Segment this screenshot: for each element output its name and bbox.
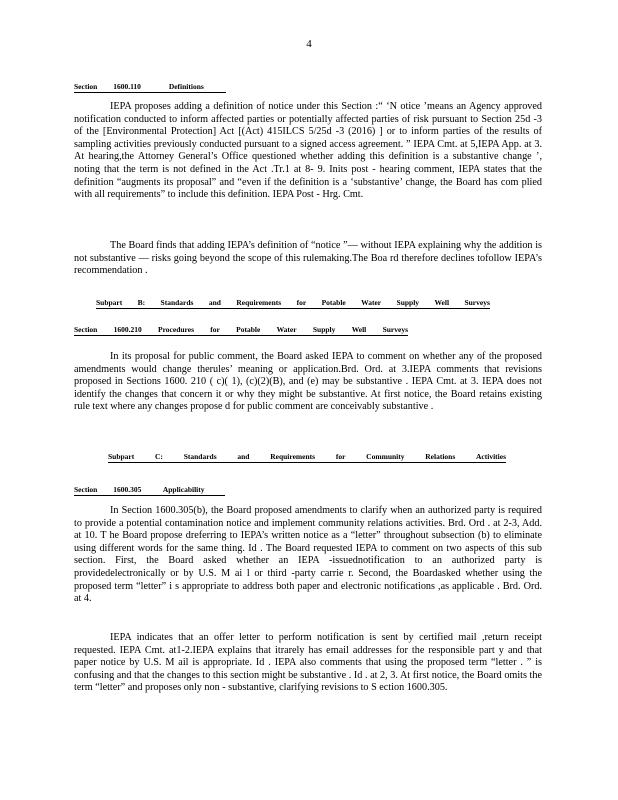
heading-word: Section [74, 325, 98, 334]
heading-title-word: for [210, 325, 220, 334]
heading-title-word: Surveys [382, 325, 408, 334]
subpart-title-word: Supply [396, 298, 420, 307]
paragraph-1600-305 [74, 505, 542, 606]
subpart-title-word: and [208, 298, 221, 307]
paragraph-text: IEPA indicates that an offer letter to perform notification is sent by certified mail ,return receipt requested. IEPA Cmt. at1-2.IEPA explains that itrarely has email addresses for the responsible part y and that paper notice by U.S. M ail is appropriate. Id . IEPA also comments that using the proposed term “letter . ” is confusing and that the changes to this section might be substantive . Id . at 2, 3. At first notice, the Board omits the term “letter” and proposes only non - substantive, clarifying revisions to S ection 1600.305. [74, 632, 542, 694]
paragraph-text: The Board finds that adding IEPA’s definition of “notice ”— without IEPA explaining why the addition is not substantive — risks going beyond the scope of this rulemaking.The Boa rd therefore declines tofollow IEPA’s recommendation . [74, 240, 542, 277]
heading-number: 1600.210 [113, 325, 142, 334]
paragraph-text: In its proposal for public comment, the Board asked IEPA to comment on whether any of the proposed amendments would change therules’ meaning or application.Brd. Ord. at 3.IEPA comments that revisions proposed in Sections 1600. 210 ( c)( 1), (c)(2)(B), and (e) may be substantive . IEPA Cmt. at 3. IEPA does not identify the changes that concern it or why they might be substantive. At first notice, the Board retains existing rule text where any changes propose d for public comment are conceivably substantive . [74, 351, 542, 413]
heading-title-word: Water [276, 325, 297, 334]
subpart-title-word: Requirements [270, 452, 316, 461]
heading-title-word: Well [351, 325, 367, 334]
paragraph-text: IEPA proposes adding a definition of notice under this Section :“ ‘N otice ’means an Agency approved notification conducted to inform affected parties or potentially affected parties of risk pursuant to Section 25d -3 of the [Environmental Protection] Act [(Act) 415ILCS 5/25d -3 (2016) ] or to inform parties of the results of sampling activities previously conducted pursuant to a signed access agreement. ” IEPA Cmt. at 5,IEPA App. at 3. At hearing,the Attorney General’s Office questioned whether adding this definition is a substantive change ’, noting that the term is not defined in the Act .Tr.1 at 8- 9. Inits post - hearing comment, IEPA states that the definition “augments its proposal” and “even if the definition is a ‘substantive’ change, the Board has com plied with all requirements” to include this definition. IEPA Post - Hrg. Cmt. [74, 101, 542, 201]
heading-number: 1600.110 [113, 82, 141, 91]
paragraph-iepa-indicates [74, 632, 542, 695]
heading-word: Section [74, 82, 98, 91]
subpart-word: Subpart [96, 298, 123, 307]
subpart-title-word: Potable [321, 298, 346, 307]
subpart-title-word: Relations [425, 452, 456, 461]
subpart-letter: B: [137, 298, 146, 307]
subpart-title-word: for [296, 298, 307, 307]
heading-title: Definitions [168, 82, 204, 91]
heading-title: Applicability [162, 485, 205, 494]
subpart-title-word: Activities [476, 452, 506, 461]
subpart-title-word: Surveys [464, 298, 490, 307]
subpart-c-heading [108, 452, 506, 463]
subpart-title-word: Water [361, 298, 382, 307]
subpart-letter: C: [155, 452, 163, 461]
subpart-title-word: Well [434, 298, 450, 307]
section-heading-1600-110 [74, 76, 542, 94]
paragraph-board-finding [74, 240, 542, 278]
subpart-title-word: Standards [183, 452, 217, 461]
subpart-title-word: for [335, 452, 346, 461]
page-number: 4 [306, 38, 312, 50]
heading-title-word: Potable [236, 325, 261, 334]
subpart-word: Subpart [108, 452, 135, 461]
paragraph-1600-210 [74, 351, 542, 414]
paragraph-definitions [74, 101, 542, 202]
subpart-title-word: and [237, 452, 250, 461]
heading-title-word: Procedures [158, 325, 194, 334]
heading-word: Section [74, 485, 98, 494]
subpart-title-word: Standards [160, 298, 194, 307]
subpart-title-word: Community [366, 452, 405, 461]
subpart-title-word: Requirements [236, 298, 282, 307]
subpart-b-heading [96, 298, 490, 309]
paragraph-text: In Section 1600.305(b), the Board proposed amendments to clarify when an authorized party is required to provide a potential contamination notice and implement community relations activities. Brd. Ord . at 2-3, Add. at 10. T he Board propose dreferring to IEPA’s written notice as a “letter” throughout subsection (b) to eliminate using different words for the same thing. Id . The Board requested IEPA to comment on two aspects of this sub section. First, the Board asked whether an IEPA -issuednotification to an authorized party is providedelectronically or by U.S. M ai l or third -party carrie r. Second, the Boardasked whether using the proposed term “letter” i s appropriate to address both paper and electronic notifications ,as applicable . Brd. Ord. at 4. [74, 505, 542, 605]
section-heading-1600-210 [74, 325, 408, 336]
section-heading-1600-305 [74, 479, 542, 497]
heading-title-word: Supply [312, 325, 336, 334]
heading-number: 1600.305 [113, 485, 142, 494]
